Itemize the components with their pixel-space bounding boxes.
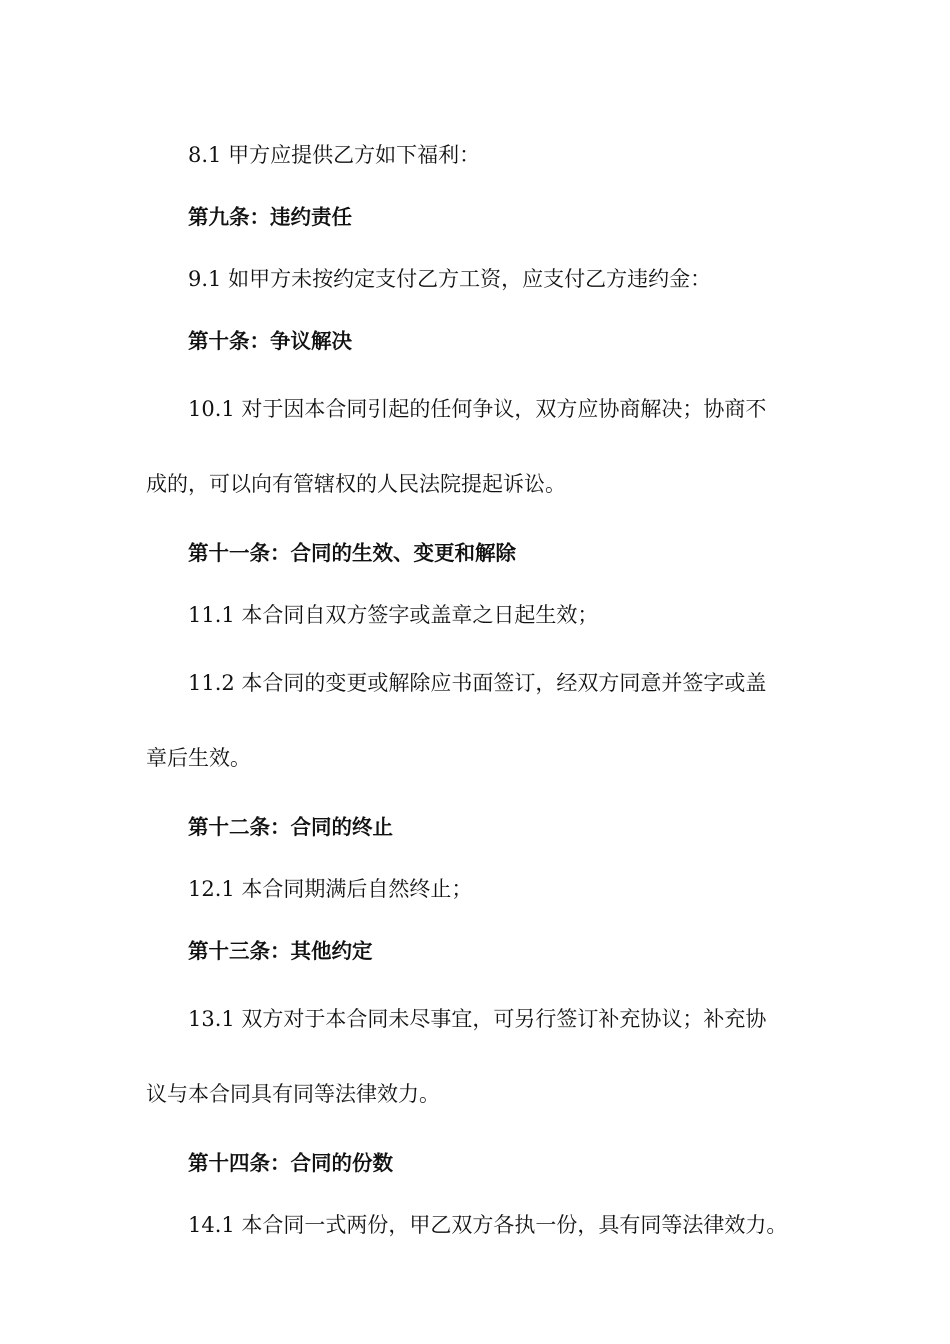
article-9-heading: 第九条：违约责任 xyxy=(188,205,352,229)
contract-body xyxy=(146,124,826,1256)
clause-9-1: 9.1 如甲方未按约定支付乙方工资，应支付乙方违约金： xyxy=(188,267,712,291)
clause-11-1: 11.1 本合同自双方签字或盖章之日起生效； xyxy=(188,603,599,627)
clause-14-1: 14.1 本合同一式两份，甲乙双方各执一份，具有同等法律效力。 xyxy=(188,1213,788,1237)
article-14-heading: 第十四条：合同的份数 xyxy=(188,1151,393,1175)
clause-10-1-line-2: 成的，可以向有管辖权的人民法院提起诉讼。 xyxy=(146,472,566,496)
clause-12-1: 12.1 本合同期满后自然终止； xyxy=(188,877,473,901)
clause-13-1 xyxy=(146,982,826,1132)
article-11-heading: 第十一条：合同的生效、变更和解除 xyxy=(188,541,516,565)
article-12-heading: 第十二条：合同的终止 xyxy=(188,815,393,839)
article-10-heading: 第十条：争议解决 xyxy=(188,329,352,353)
clause-11-2-line-2: 章后生效。 xyxy=(146,746,251,770)
clause-8-1: 8.1 甲方应提供乙方如下福利： xyxy=(188,143,481,167)
clause-13-1-line-2: 议与本合同具有同等法律效力。 xyxy=(146,1082,440,1106)
article-13-heading: 第十三条：其他约定 xyxy=(188,939,373,963)
clause-10-1 xyxy=(146,372,826,522)
clause-13-1-line-1: 13.1 双方对于本合同未尽事宜，可另行签订补充协议；补充协 xyxy=(188,1007,767,1031)
clause-10-1-line-1: 10.1 对于因本合同引起的任何争议，双方应协商解决；协商不 xyxy=(188,397,767,421)
clause-11-2 xyxy=(146,646,826,796)
clause-11-2-line-1: 11.2 本合同的变更或解除应书面签订，经双方同意并签字或盖 xyxy=(188,671,767,695)
